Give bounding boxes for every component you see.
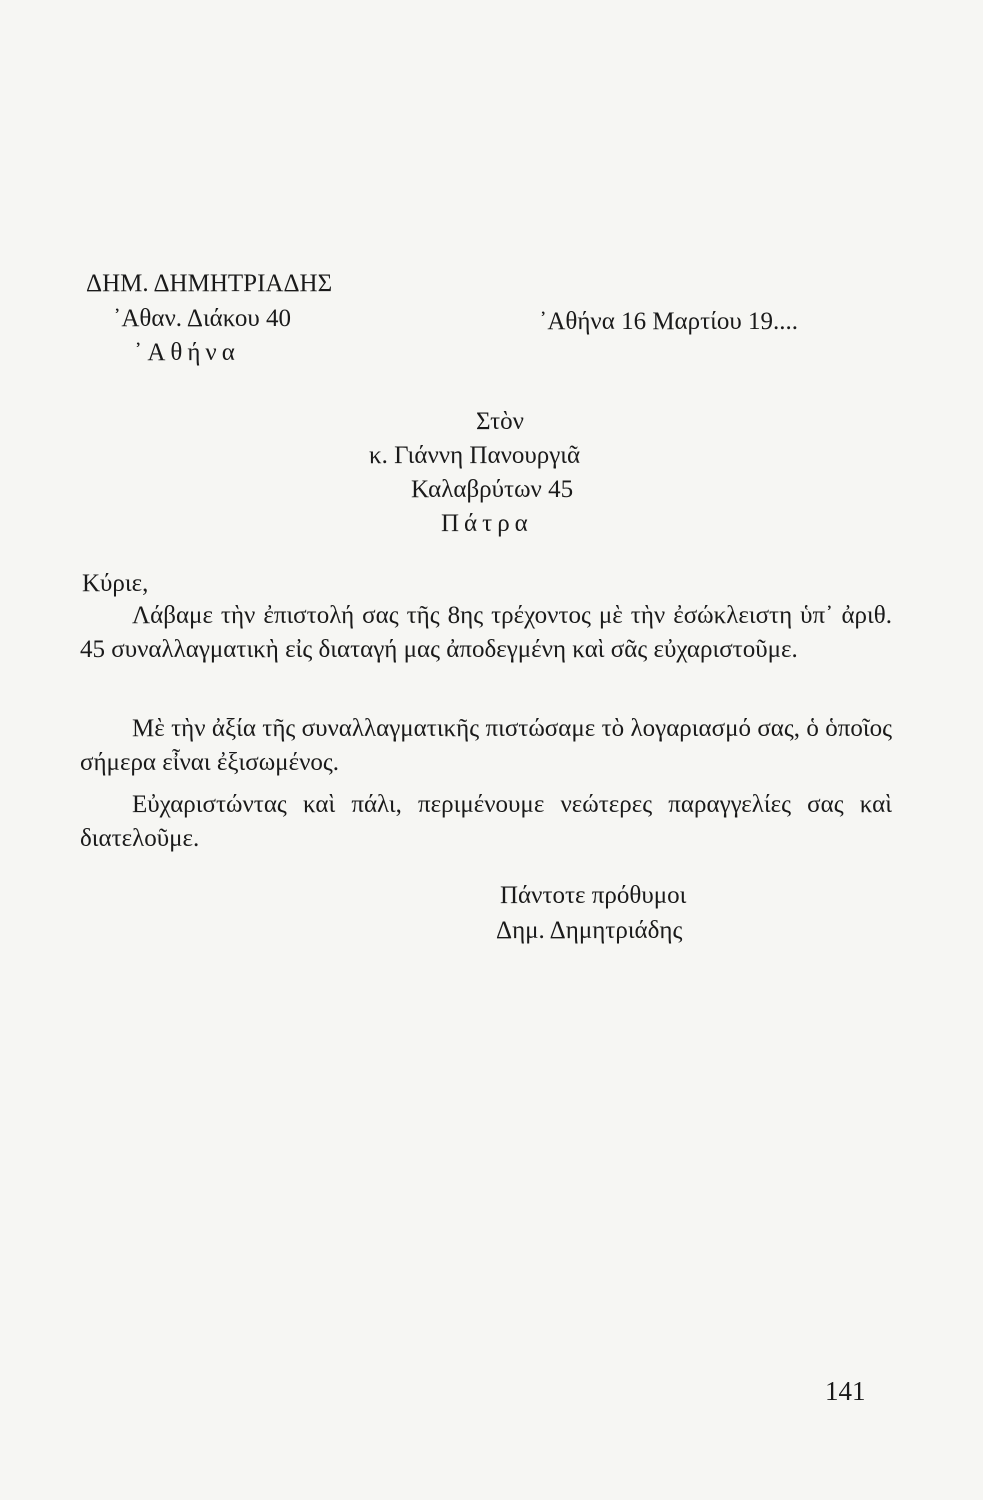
sender-city: ᾿Αθήνα: [134, 339, 240, 366]
closing-phrase: Πάντοτε πρόθυμοι: [500, 882, 687, 909]
body-paragraph-1: Λάβαμε τὴν ἐπιστολή σας τῆς 8ης τρέχοντος μὲ τὴν ἐσώκλειστη ὑπ᾿ ἀριθ. 45 συναλλαγματικὴ εἰς διαταγή μας ἀποδεγμένη καὶ σᾶς εὐχαριστοῦμε.: [80, 602, 892, 663]
page-number: 141: [825, 1376, 866, 1406]
body-paragraph-3: Εὐχαριστώντας καὶ πάλι, περιμένουμε νεώτερες παραγγελίες σας καὶ διατελοῦμε.: [80, 791, 892, 852]
recipient-street: Καλαβρύτων 45: [411, 476, 574, 503]
letter-date: ᾿Αθήνα 16 Μαρτίου 19....: [539, 308, 799, 335]
salutation: Κύριε,: [82, 570, 149, 597]
sender-name: ΔΗΜ. ΔΗΜΗΤΡΙΑΔΗΣ: [86, 270, 333, 297]
signature-name: Δημ. Δημητριάδης: [496, 917, 683, 944]
body-paragraph-2: Μὲ τὴν ἀξία τῆς συναλλαγματικῆς πιστώσαμε τὸ λογαριασμό σας, ὁ ὁποῖος σήμερα εἶναι ἐξισωμένος.: [80, 715, 892, 776]
recipient-name: κ. Γιάννη Πανουργιᾶ: [369, 442, 581, 469]
recipient-city: Πάτρα: [441, 510, 533, 537]
recipient-prefix: Στὸν: [476, 408, 524, 435]
sender-address: ᾿Αθαν. Διάκου 40: [113, 305, 291, 332]
